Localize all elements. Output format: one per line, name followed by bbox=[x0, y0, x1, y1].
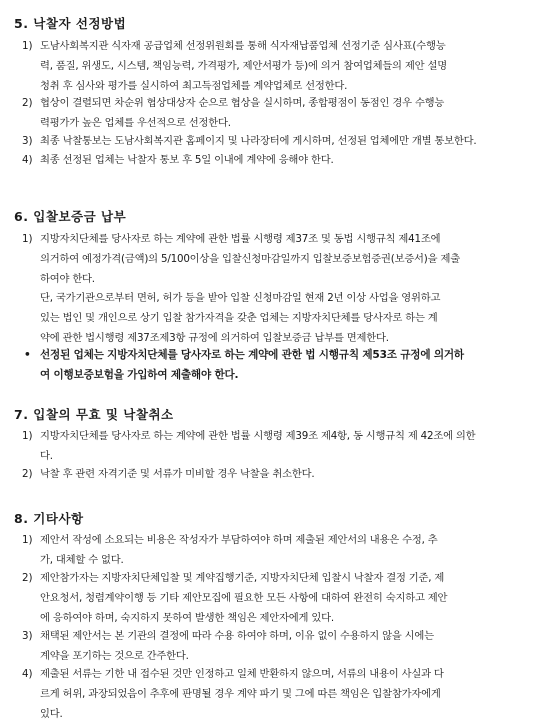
item-text: 최종 선정된 업체는 낙찰자 통보 후 5일 이내에 계약에 응해야 한다. bbox=[40, 154, 334, 166]
list-item bbox=[22, 626, 532, 666]
item-text: 최종 낙찰통보는 도남사회복지관 홈페이지 및 나라장터에 게시하며, 선정된 업체에만 개별 통보한다. bbox=[40, 135, 477, 147]
section-title: 5. 낙찰자 선정방법 bbox=[14, 16, 127, 31]
item-text: 채택된 제안서는 본 기관의 결정에 따라 수용 하여야 하며, 이유 없이 수용하지 않을 시에는 계약을 포기하는 것으로 간주한다. bbox=[40, 630, 434, 662]
item-number: 2) bbox=[22, 97, 33, 109]
item-text: 제안참가자는 지방자치단체입찰 및 계약집행기준, 지방자치단체 입찰시 낙찰자 결정 기준, 제 안요청서, 청렴계약이행 등 기타 제안모집에 필요한 모든 사항에 대하여 완전히 숙지하고 제안 에 응하여야 하며, 숙지하지 못하여 발생한 책임은 제안자에게 있다. bbox=[40, 572, 448, 624]
list-item bbox=[22, 568, 532, 628]
list-item bbox=[22, 93, 532, 133]
list-item bbox=[22, 288, 532, 348]
list-item bbox=[22, 530, 532, 570]
list-item bbox=[22, 426, 532, 466]
item-text: 선정된 업체는 지방자치단체를 당사자로 하는 계약에 관한 법 시행규칙 제53조 규정에 의거하 여 이행보증보험을 가입하여 제출해야 한다. bbox=[40, 349, 464, 381]
item-number: 1) bbox=[22, 40, 33, 52]
list-item bbox=[22, 229, 532, 289]
item-text: 제안서 작성에 소요되는 비용은 작성자가 부담하여야 하며 제출된 제안서의 내용은 수정, 추 가, 대체할 수 없다. bbox=[40, 534, 438, 566]
list-item bbox=[22, 150, 532, 170]
item-number: 2) bbox=[22, 572, 33, 584]
section-title: 8. 기타사항 bbox=[14, 511, 84, 526]
list-item bbox=[22, 464, 532, 484]
item-number: 2) bbox=[22, 468, 33, 480]
item-text: 제출된 서류는 기한 내 접수된 것만 인정하고 일체 반환하지 않으며, 서류의 내용이 사실과 다 르게 허위, 과장되었음이 추후에 판명될 경우 계약 파기 및 그에 따른 책임은 입찰참가자에게 있다. bbox=[40, 668, 444, 720]
item-text: 협상이 결렬되면 차순위 협상대상자 순으로 협상을 실시하며, 종합평점이 동점인 경우 수행능 력평가가 높은 업체를 우선적으로 선정한다. bbox=[40, 97, 445, 129]
item-number: 1) bbox=[22, 430, 33, 442]
list-item bbox=[22, 664, 532, 724]
section-title: 7. 입찰의 무효 및 낙찰취소 bbox=[14, 407, 174, 422]
list-item bbox=[22, 131, 532, 151]
item-text: 단, 국가기관으로부터 면허, 허가 등을 받아 입찰 신청마감일 현재 2년 이상 사업을 영위하고 있는 법인 및 개인으로 상기 입찰 참가자격을 갖춘 업체는 지방자치단체를 당사자로 하는 계 약에 관한 법시행령 제37조제3항 규정에 의거하여 입찰보증금 납부를 면제한다. bbox=[40, 292, 441, 344]
item-text: 낙찰 후 관련 자격기준 및 서류가 미비할 경우 낙찰을 취소한다. bbox=[40, 468, 315, 480]
item-number: 1) bbox=[22, 233, 33, 245]
item-text: 도남사회복지관 식자재 공급업체 선정위원회를 통해 식자재납품업체 선정기준 심사표(수행능 력, 품질, 위생도, 시스템, 책임능력, 가격평가, 제안서평가 등)에 의거 참여업체들의 제안 설명 청취 후 심사와 평가를 실시하여 최고득점업체를 계약업체로 선정한다. bbox=[40, 40, 447, 92]
list-item bbox=[22, 36, 532, 96]
item-number: 3) bbox=[22, 135, 33, 147]
section-title: 6. 입찰보증금 납부 bbox=[14, 209, 127, 224]
bullet-marker: • bbox=[24, 349, 31, 361]
item-text: 지방자치단체를 당사자로 하는 계약에 관한 법률 시행령 제37조 및 동법 시행규칙 제41조에 의거하여 예정가격(금액)의 5/100이상을 입찰신청마감일까지 입찰보증보험증권(보증서)을 제출 하여야 한다. bbox=[40, 233, 460, 285]
item-number: 4) bbox=[22, 668, 33, 680]
item-number: 3) bbox=[22, 630, 33, 642]
list-item bbox=[22, 345, 532, 385]
item-number: 4) bbox=[22, 154, 33, 166]
item-number: 1) bbox=[22, 534, 33, 546]
item-text: 지방자치단체를 당사자로 하는 계약에 관한 법률 시행령 제39조 제4항, 동 시행규칙 제 42조에 의한 다. bbox=[40, 430, 476, 462]
